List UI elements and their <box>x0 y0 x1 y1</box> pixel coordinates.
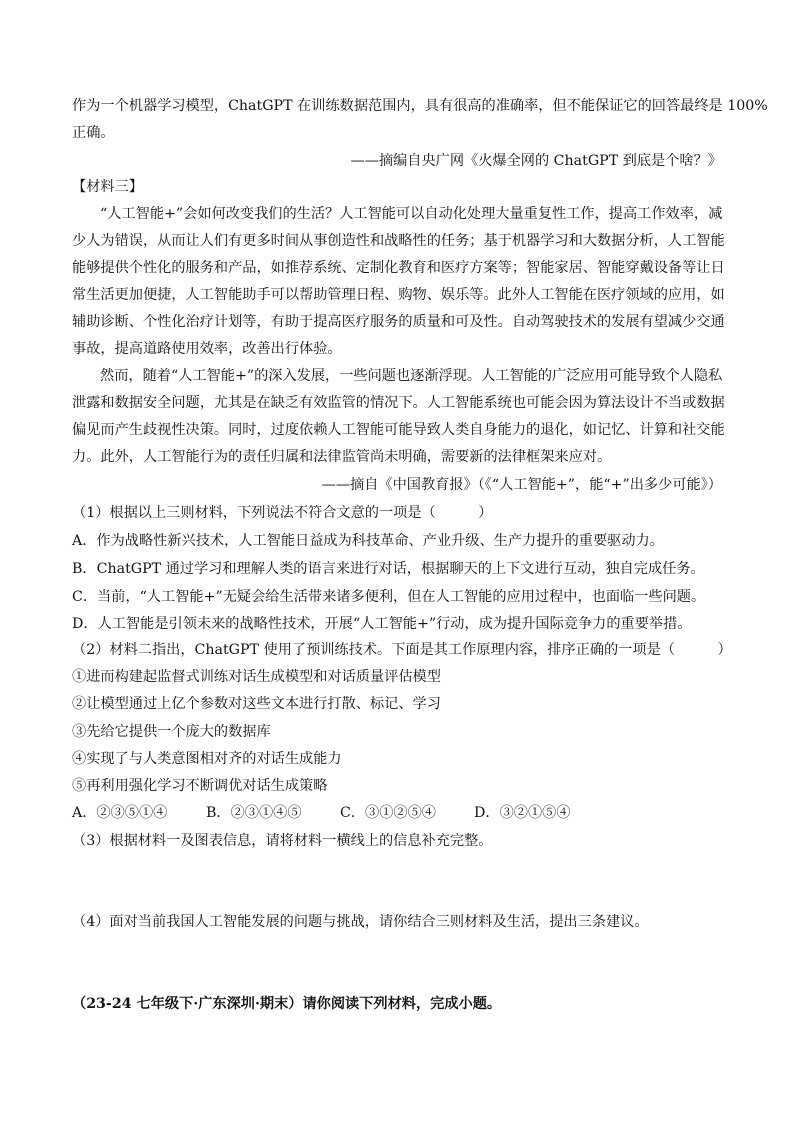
question-2-option-d: D．③②①⑤④ <box>474 805 571 821</box>
material-three-p1-line: 辅助诊断、个性化治疗计划等，有助于提高医疗服务的质量和可及性。自动驾驶技术的发展有望减少交通 <box>72 314 725 330</box>
material-three-p2-line: 力。此外，人工智能行为的责任归属和法律监管尚未明确，需要新的法律框架来应对。 <box>72 449 612 465</box>
material-two-line-1: 作为一个机器学习模型，ChatGPT 在训练数据范围内，具有很高的准确率，但不能保证它的回答最终是 100% <box>72 98 768 114</box>
material-two-line-2: 正确。 <box>72 125 115 141</box>
material-three-p2-line: 泄露和数据安全问题，尤其是在缺乏有效监管的情况下。人工智能系统也可能会因为算法设计不当或数据 <box>72 395 725 411</box>
question-2-option-b: B．②③①④⑤ <box>206 805 302 821</box>
question-1-option-a: A．作为战略性新兴技术，人工智能日益成为科技革命、产业升级、生产力提升的重要驱动力。 <box>72 533 664 549</box>
material-three-source: ——摘自《中国教育报》（《“人工智能+”，能“+”出多少可能》） <box>321 477 722 493</box>
question-2-step: ①进而构建起监督式训练对话生成模型和对话质量评估模型 <box>72 669 441 685</box>
question-3-stem: （3）根据材料一及图表信息，请将材料一横线上的信息补充完整。 <box>72 833 493 849</box>
question-4-stem: （4）面对当前我国人工智能发展的问题与挑战，请你结合三则材料及生活，提出三条建议。 <box>72 914 649 930</box>
question-1-stem: （1）根据以上三则材料，下列说法不符合文意的一项是（ ） <box>72 505 493 521</box>
material-three-heading: 【材料三】 <box>72 179 143 195</box>
material-three-p1-line: 事故，提高道路使用效率，改善出行体验。 <box>72 341 342 357</box>
question-1-option-d: D．人工智能是引领未来的战略性技术，开展“人工智能+”行动，成为提升国际竞争力的重要举措。 <box>72 616 692 632</box>
material-two-source: ——摘编自央广网《火爆全网的 ChatGPT 到底是个啥？》 <box>350 153 722 169</box>
question-1-option-b: B．ChatGPT 通过学习和理解人类的语言来进行对话，根据聊天的上下文进行互动，独自完成任务。 <box>72 561 705 577</box>
question-2-step: ⑤再利用强化学习不断调优对话生成策略 <box>72 778 328 794</box>
material-three-p2-line: 然而，随着“人工智能+”的深入发展，一些问题也逐渐浮现。人工智能的广泛应用可能导致个人隐私 <box>100 368 723 384</box>
question-2-step: ②让模型通过上亿个参数对这些文本进行打散、标记、学习 <box>72 696 441 712</box>
question-2-stem: （2）材料二指出，ChatGPT 使用了预训练技术。下面是其工作原理内容，排序正确的一项是（ ） <box>72 642 732 658</box>
question-2-step: ④实现了与人类意图相对齐的对话生成能力 <box>72 751 342 767</box>
question-2-step: ③先给它提供一个庞大的数据库 <box>72 724 271 740</box>
material-three-p1-line: 能够提供个性化的服务和产品，如推荐系统、定制化教育和医疗方案等；智能家居、智能穿戴设备等让日 <box>72 260 725 276</box>
material-three-p1-line: 少人为错误，从而让人们有更多时间从事创造性和战略性的任务；基于机器学习和大数据分析，人工智能 <box>72 233 725 249</box>
material-three-p2-line: 偏见而产生歧视性决策。同时，过度依赖人工智能可能导致人类自身能力的退化，如记忆、计算和社交能 <box>72 422 725 438</box>
question-1-option-c: C．当前，“人工智能+”无疑会给生活带来诸多便利，但在人工智能的应用过程中，也面临一些问题。 <box>72 589 706 605</box>
question-2-option-a: A．②③⑤①④ <box>72 805 168 821</box>
material-three-p1-line: 常生活更加便捷，人工智能助手可以帮助管理日程、购物、娱乐等。此外人工智能在医疗领域的应用，如 <box>72 287 725 303</box>
question-2-options <box>72 803 571 823</box>
next-section-header: （23-24 七年级下·广东深圳·期末）请你阅读下列材料，完成小题。 <box>72 996 502 1012</box>
material-three-p1-line: “人工智能+”会如何改变我们的生活？人工智能可以自动化处理大量重复性工作，提高工作效率，减 <box>100 206 723 222</box>
question-2-option-c: C．③①②⑤④ <box>340 805 436 821</box>
